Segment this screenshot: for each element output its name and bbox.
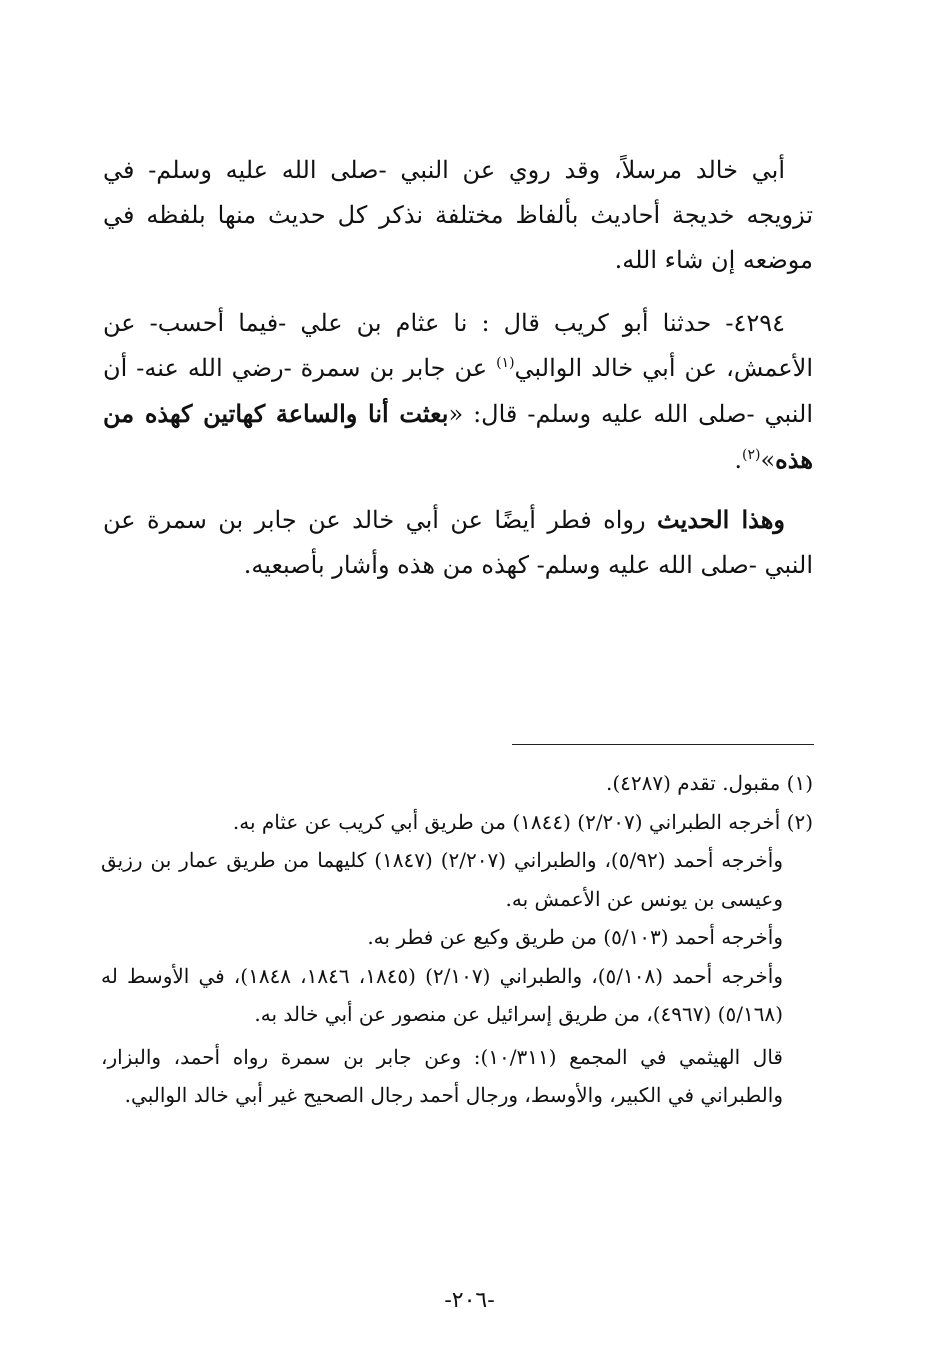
commentary-heading: وهذا الحديث [657, 505, 785, 534]
footnote-2-haythami: قال الهيثمي في المجمع (١٠/٣١١): وعن جابر بن سمرة رواه أحمد، والبزار، والطبراني في الكبير، والأوسط، ورجال أحمد رجال الصحيح غير أبي خالد الوالبي. [101, 1044, 783, 1107]
footnote-2-paragraph: وأخرجه أحمد (٥/٩٢)، والطبراني (٢/٢٠٧) (١٨٤٧) كليهما من طريق عمار بن رزيق وعيسى بن يونس عن الأعمش به. [101, 848, 783, 911]
footnote-2-paragraph: وأخرجه أحمد (٥/١٠٨)، والطبراني (٢/١٠٧) (١٨٤٥، ١٨٤٦، ١٨٤٨)، في الأوسط له (٥/١٦٨) (٤٩٦٧)، من طريق إسرائيل عن منصور عن أبي خالد به. [101, 963, 784, 1026]
footnote-ref-1[interactable]: (١) [496, 355, 515, 371]
footnote-2-paragraph: وأخرجه أحمد (٥/١٠٣) من طريق وكيع عن فطر به. [367, 925, 783, 949]
footnote-1: (١) مقبول. تقدم (٤٢٨٧). [605, 771, 813, 795]
hadith-quote: بعثت أنا والساعة كهاتين كهذه من هذه [103, 399, 813, 474]
hadith-chain: ٤٢٩٤- حدثنا أبو كريب قال : نا عثام بن علي -فيما أحسب- عن الأعمش، عن أبي خالد الوالبي [103, 309, 813, 382]
commentary-text: رواه فطر أيضًا عن أبي خالد عن جابر بن سمرة عن النبي -صلى الله عليه وسلم- كهذه من هذه وأشار بأصبعيه. [103, 506, 813, 579]
page-number: -٢٠٦- [444, 1288, 495, 1313]
footnote-ref-2[interactable]: (٢) [742, 447, 761, 463]
quote-close-mark: » [760, 446, 776, 474]
footnotes [101, 764, 813, 1115]
hadith-chain-continued: عن جابر بن سمرة -رضي الله عنه- أن النبي -صلى الله عليه وسلم- قال: [103, 354, 814, 428]
footnote-separator [512, 744, 814, 745]
paragraph-intro: أبي خالد مرسلاً، وقد روي عن النبي -صلى الله عليه وسلم- في تزويجه خديجة أحاديث بألفاظ مختلفة نذكر كل حديث منها بلفظه في موضعه إن شاء الله. [103, 156, 813, 274]
quote-open-mark: « [448, 400, 464, 428]
hadith-4294 [103, 301, 813, 483]
footnote-2: (٢) أخرجه الطبراني (٢/٢٠٧) (١٨٤٤) من طريق أبي كريب عن عثام به. [232, 809, 813, 834]
main-text [103, 148, 813, 588]
paragraph-commentary [103, 497, 813, 588]
hadith-end-period: . [734, 446, 743, 474]
